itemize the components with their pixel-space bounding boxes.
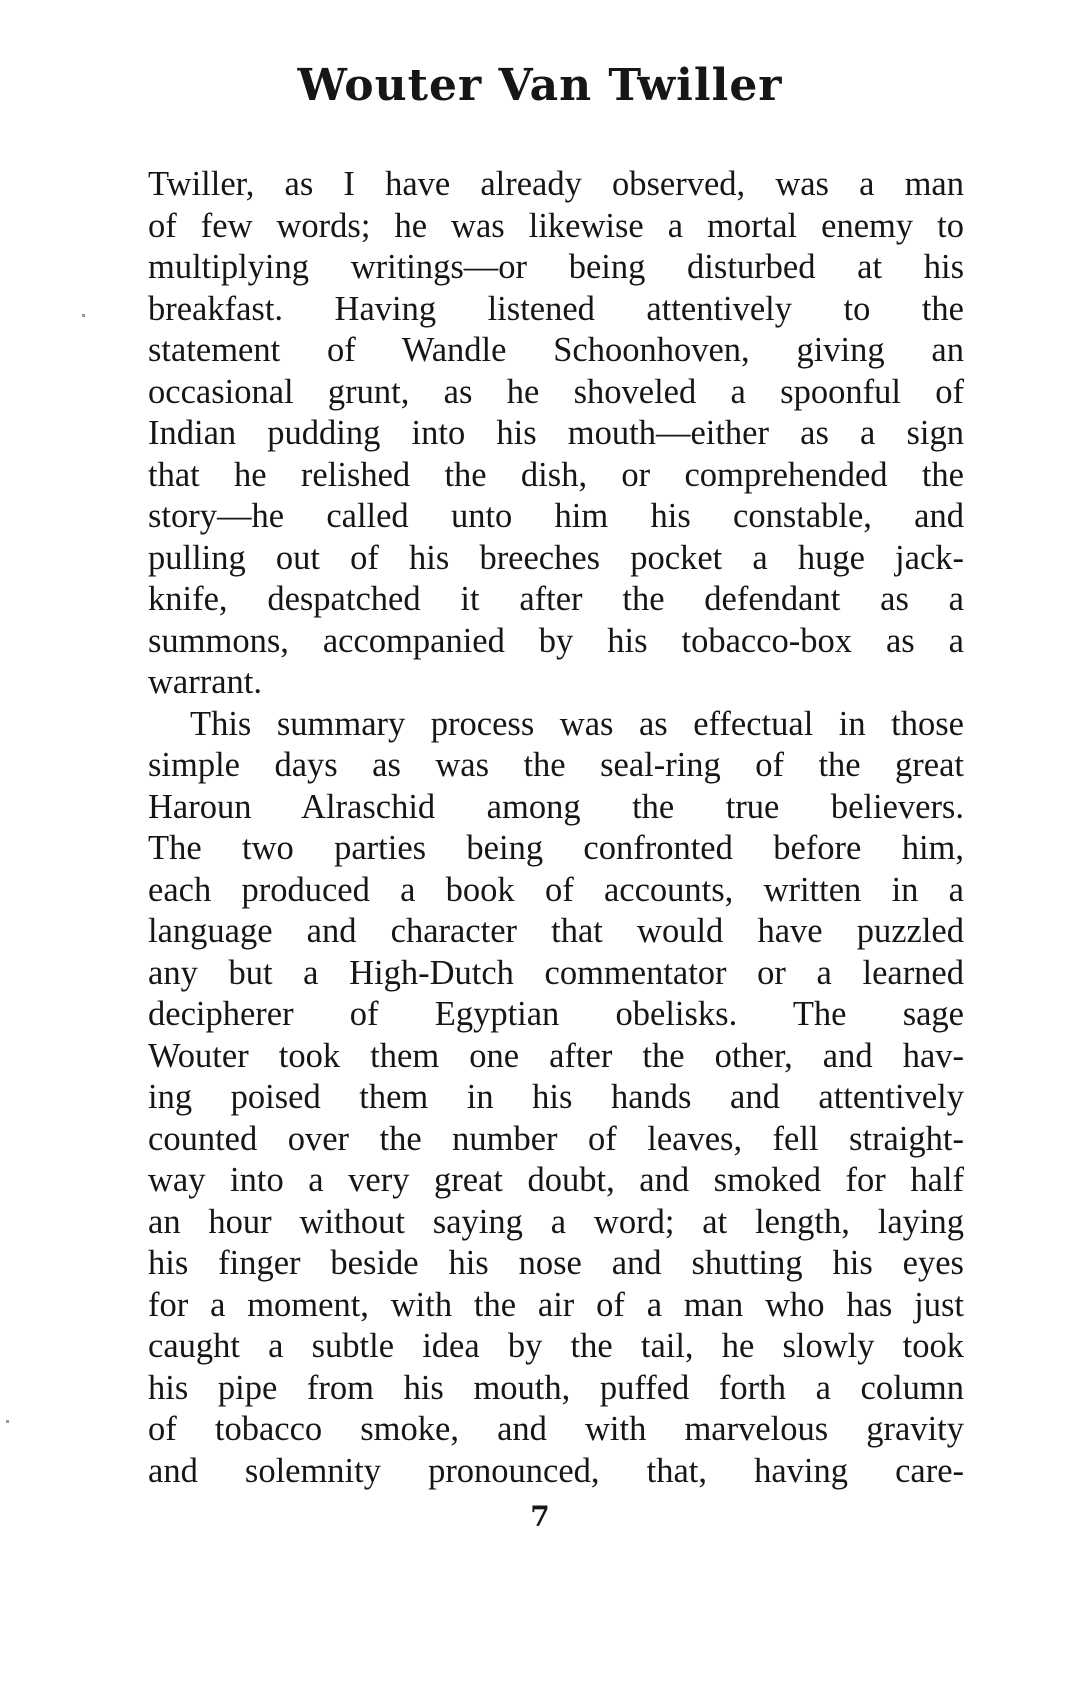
margin-speck: [82, 314, 85, 317]
text-line: statement of Wandle Schoonhoven, giving an: [148, 331, 964, 369]
text-line: each produced a book of accounts, written in a: [148, 870, 964, 909]
text-line: warrant.: [148, 663, 262, 701]
text-line: simple days as was the seal-ring of the great: [148, 746, 964, 784]
text-line: The two parties being confronted before him,: [148, 829, 964, 867]
page-title: Wouter Van Twiller: [297, 60, 783, 111]
paragraph-1: [148, 164, 964, 704]
text-line: an hour without saying a word; at length, laying: [148, 1202, 964, 1241]
text-line: ing poised them in his hands and attentively: [148, 1078, 964, 1116]
text-line: pulling out of his breeches pocket a huge jack-: [148, 538, 964, 577]
text-line: decipherer of Egyptian obelisks. The sage: [148, 995, 964, 1033]
margin-speck: [6, 1420, 9, 1423]
text-line: knife, despatched it after the defendant as a: [148, 580, 964, 618]
text-line: Wouter took them one after the other, and hav-: [148, 1036, 964, 1075]
text-line: counted over the number of leaves, fell straight-: [148, 1119, 964, 1158]
text-line: any but a High-Dutch commentator or a learned: [148, 953, 964, 992]
body-text: [148, 164, 964, 1492]
text-line: and solemnity pronounced, that, having care-: [148, 1451, 964, 1490]
text-line: for a moment, with the air of a man who has just: [148, 1285, 964, 1324]
text-line: summons, accompanied by his tobacco-box as a: [148, 621, 964, 660]
text-line: breakfast. Having listened attentively to the: [148, 289, 964, 328]
text-line: story—he called unto him his constable, and: [148, 497, 964, 535]
text-line: occasional grunt, as he shoveled a spoonful of: [148, 372, 964, 411]
text-line: his pipe from his mouth, puffed forth a column: [148, 1368, 964, 1407]
text-line: Haroun Alraschid among the true believers.: [148, 787, 964, 826]
paragraph-2: [148, 704, 964, 1493]
text-line: of few words; he was likewise a mortal enemy to: [148, 206, 964, 245]
text-line: caught a subtle idea by the tail, he slowly took: [148, 1327, 964, 1365]
text-line: way into a very great doubt, and smoked for half: [148, 1161, 964, 1199]
text-line: multiplying writings—or being disturbed at his: [148, 248, 964, 286]
text-line: This summary process was as effectual in those: [190, 704, 964, 743]
text-line: of tobacco smoke, and with marvelous gravity: [148, 1410, 964, 1448]
text-line: language and character that would have puzzled: [148, 912, 964, 950]
text-line: that he relished the dish, or comprehended the: [148, 455, 964, 494]
text-line: Twiller, as I have already observed, was a man: [148, 165, 964, 203]
page-number: 7: [530, 1500, 550, 1533]
text-line: his finger beside his nose and shutting his eyes: [148, 1244, 964, 1282]
text-line: Indian pudding into his mouth—either as a sign: [148, 414, 964, 452]
